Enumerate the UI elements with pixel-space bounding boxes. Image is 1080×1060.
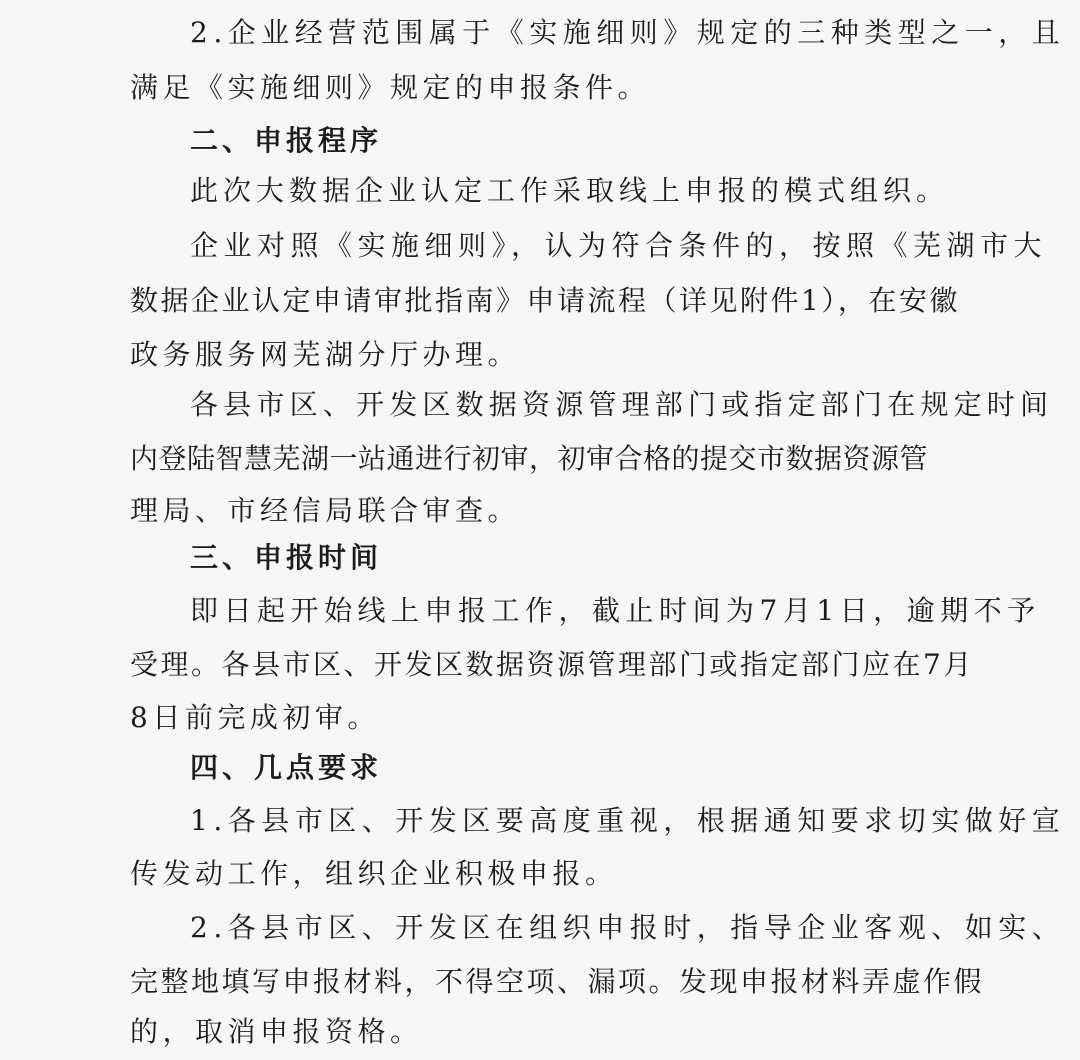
paragraph-line: 完整地填写申报材料，不得空项、漏项。发现申报材料弄虚作假	[130, 965, 985, 998]
paragraph-line: 2.企业经营范围属于《实施细则》规定的三种类型之一，且	[190, 16, 1066, 49]
paragraph-line: 1.各县市区、开发区要高度重视，根据通知要求切实做好宣	[190, 804, 1066, 837]
paragraph-line: 数据企业认定申请审批指南》申请流程（详见附件1），在安徽	[130, 284, 960, 317]
paragraph-line: 即日起开始线上申报工作，截止时间为7月1日，逾期不予	[190, 594, 1041, 627]
paragraph-line: 理局、市经信局联合审查。	[130, 494, 521, 527]
section-heading: 三、申报时间	[190, 541, 383, 574]
paragraph-line: 政务服务网芜湖分厅办理。	[130, 338, 521, 371]
paragraph-line: 传发动工作，组织企业积极申报。	[130, 857, 618, 890]
paragraph-line: 2.各县市区、开发区在组织申报时，指导企业客观、如实、	[190, 911, 1066, 944]
section-heading: 二、申报程序	[190, 124, 383, 157]
section-heading: 四、几点要求	[190, 751, 383, 784]
paragraph-line: 的，取消申报资格。	[130, 1015, 423, 1048]
paragraph-line: 满足《实施细则》规定的申报条件。	[130, 71, 651, 104]
paragraph-line: 内登陆智慧芜湖一站通进行初审，初审合格的提交市数据资源管	[130, 442, 929, 475]
paragraph-line: 受理。各县市区、开发区数据资源管理部门或指定部门应在7月	[130, 648, 974, 681]
paragraph-line: 企业对照《实施细则》，认为符合条件的，按照《芜湖市大	[190, 229, 1048, 262]
paragraph-line: 8日前完成初审。	[130, 701, 380, 734]
paragraph-line: 此次大数据企业认定工作采取线上申报的模式组织。	[190, 174, 950, 207]
paragraph-line: 各县市区、开发区数据资源管理部门或指定部门在规定时间	[190, 388, 1054, 421]
